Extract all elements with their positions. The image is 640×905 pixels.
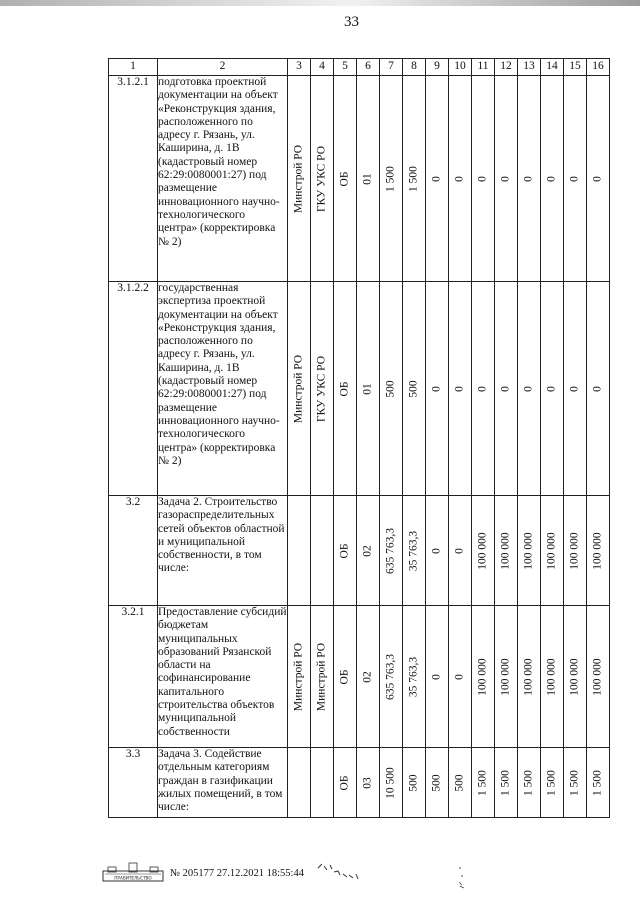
value-text: 0: [453, 175, 466, 182]
value-text: 02: [361, 670, 374, 683]
value-cell: [541, 76, 564, 282]
table-row: [109, 76, 610, 282]
value-cell: [426, 748, 449, 818]
value-text: 500: [407, 379, 420, 398]
row-description: подготовка проектной документации на объект «Реконструкция здания, расположенного по адресу г. Рязань, ул. Каширина, д. 1В (кадастровый номер 62:29:0080001:27) под размещение инновационного научно-технологического центра» (корректировка № 2): [158, 76, 288, 282]
government-stamp-icon: [102, 862, 164, 882]
value-cell: [587, 606, 610, 748]
value-text: 100 000: [545, 531, 558, 570]
budget-table: [108, 58, 610, 818]
header-cell: 14: [541, 59, 564, 76]
value-text: Минстрой РО: [292, 144, 305, 213]
value-text: 0: [545, 385, 558, 392]
value-text: 100 000: [591, 657, 604, 696]
row-description: государственная экспертиза проектной документации на объект «Реконструкция здания, расположенного по адресу г. Рязань, ул. Каширина, д. 1В (кадастровый номер 62:29:0080001:27) под размещение инновационного научно-технологического центра» (корректировка № 2): [158, 282, 288, 496]
value-text: 100 000: [545, 657, 558, 696]
value-cell: [426, 282, 449, 496]
value-cell: [518, 748, 541, 818]
value-cell: [311, 606, 334, 748]
value-cell: [495, 496, 518, 606]
value-cell: [541, 748, 564, 818]
value-text: 10 500: [384, 766, 397, 799]
value-cell: [380, 748, 403, 818]
value-cell: [288, 76, 311, 282]
value-text: ОБ: [338, 669, 351, 684]
header-cell: 7: [380, 59, 403, 76]
header-cell: 12: [495, 59, 518, 76]
margin-marks: [456, 864, 470, 890]
value-text: 100 000: [591, 531, 604, 570]
value-text: 0: [453, 547, 466, 554]
header-cell: 2: [158, 59, 288, 76]
value-cell: [518, 76, 541, 282]
value-text: ГКУ УКС РО: [315, 355, 328, 422]
row-code: 3.2: [109, 496, 158, 606]
value-cell: [288, 282, 311, 496]
header-cell: 6: [357, 59, 380, 76]
value-text: 1 500: [476, 769, 489, 796]
row-code: 3.2.1: [109, 606, 158, 748]
value-cell: [311, 282, 334, 496]
value-text: 500: [384, 379, 397, 398]
header-cell: 4: [311, 59, 334, 76]
value-cell: [449, 748, 472, 818]
value-text: 01: [361, 382, 374, 395]
value-cell: [311, 748, 334, 818]
value-text: ГКУ УКС РО: [315, 145, 328, 212]
value-text: 0: [430, 175, 443, 182]
value-text: Минстрой РО: [292, 354, 305, 423]
value-cell: [334, 606, 357, 748]
value-text: 0: [545, 175, 558, 182]
value-cell: [564, 748, 587, 818]
value-text: 0: [522, 385, 535, 392]
table-header-row: [109, 59, 610, 76]
value-text: 1 500: [568, 769, 581, 796]
value-cell: [518, 496, 541, 606]
value-text: 0: [430, 547, 443, 554]
value-text: ОБ: [338, 543, 351, 558]
value-text: 0: [568, 175, 581, 182]
value-text: ОБ: [338, 381, 351, 396]
header-cell: 16: [587, 59, 610, 76]
value-text: 1 500: [545, 769, 558, 796]
value-cell: [334, 76, 357, 282]
value-text: 1 500: [591, 769, 604, 796]
value-cell: [311, 76, 334, 282]
header-cell: 10: [449, 59, 472, 76]
value-cell: [403, 76, 426, 282]
value-cell: [495, 76, 518, 282]
header-cell: 5: [334, 59, 357, 76]
value-text: 01: [361, 172, 374, 185]
value-text: Минстрой РО: [315, 642, 328, 711]
value-cell: [449, 606, 472, 748]
value-cell: [357, 282, 380, 496]
value-text: 0: [499, 385, 512, 392]
value-text: 0: [499, 175, 512, 182]
value-text: 0: [453, 673, 466, 680]
value-text: 1 500: [407, 165, 420, 192]
value-text: 1 500: [499, 769, 512, 796]
header-cell: 9: [426, 59, 449, 76]
value-cell: [426, 76, 449, 282]
value-cell: [380, 282, 403, 496]
header-cell: 11: [472, 59, 495, 76]
value-text: 0: [591, 385, 604, 392]
value-cell: [426, 496, 449, 606]
value-cell: [357, 76, 380, 282]
value-cell: [564, 496, 587, 606]
value-cell: [449, 76, 472, 282]
value-cell: [449, 282, 472, 496]
value-cell: [518, 282, 541, 496]
value-text: 100 000: [522, 531, 535, 570]
row-code: 3.1.2.1: [109, 76, 158, 282]
scan-edge-shadow: [0, 0, 640, 6]
value-text: 100 000: [568, 531, 581, 570]
value-text: 0: [453, 385, 466, 392]
value-cell: [564, 282, 587, 496]
value-cell: [541, 496, 564, 606]
value-cell: [403, 748, 426, 818]
value-cell: [564, 606, 587, 748]
value-cell: [403, 606, 426, 748]
row-description: Задача 3. Содействие отдельным категориям граждан в газификации жилых помещений, в том числе:: [158, 748, 288, 818]
value-cell: [334, 748, 357, 818]
value-text: ОБ: [338, 775, 351, 790]
value-text: 1 500: [522, 769, 535, 796]
value-text: 0: [430, 385, 443, 392]
value-cell: [311, 496, 334, 606]
value-text: 35 763,3: [407, 530, 420, 571]
header-cell: 13: [518, 59, 541, 76]
header-cell: 3: [288, 59, 311, 76]
value-text: ОБ: [338, 171, 351, 186]
value-cell: [334, 496, 357, 606]
value-cell: [541, 606, 564, 748]
header-cell: 15: [564, 59, 587, 76]
value-text: 02: [361, 544, 374, 557]
table-row: [109, 606, 610, 748]
value-cell: [587, 748, 610, 818]
value-text: Минстрой РО: [292, 642, 305, 711]
value-cell: [426, 606, 449, 748]
value-cell: [288, 606, 311, 748]
stamp-label: ПРАВИТЕЛЬСТВО: [114, 875, 152, 881]
value-cell: [449, 496, 472, 606]
value-text: 0: [476, 175, 489, 182]
value-text: 1 500: [384, 165, 397, 192]
value-text: 100 000: [499, 531, 512, 570]
value-text: 100 000: [568, 657, 581, 696]
value-cell: [564, 76, 587, 282]
value-cell: [495, 282, 518, 496]
value-text: 03: [361, 776, 374, 789]
value-cell: [495, 748, 518, 818]
value-cell: [587, 496, 610, 606]
value-text: 0: [522, 175, 535, 182]
page-number: 33: [344, 14, 359, 30]
value-text: 500: [430, 773, 443, 792]
table-row: [109, 748, 610, 818]
value-cell: [472, 496, 495, 606]
value-cell: [587, 76, 610, 282]
value-text: 100 000: [522, 657, 535, 696]
value-text: 100 000: [499, 657, 512, 696]
table-row: [109, 496, 610, 606]
value-cell: [334, 282, 357, 496]
table-row: [109, 282, 610, 496]
value-text: 0: [568, 385, 581, 392]
header-cell: 1: [109, 59, 158, 76]
value-cell: [472, 606, 495, 748]
value-text: 635 763,3: [384, 653, 397, 700]
value-cell: [403, 496, 426, 606]
value-text: 0: [591, 175, 604, 182]
document-registration-number: № 205177 27.12.2021 18:55:44: [170, 868, 304, 879]
value-text: 635 763,3: [384, 527, 397, 574]
value-cell: [472, 748, 495, 818]
row-description: Предоставление субсидий бюджетам муниципальных образований Рязанской области на софинансирование капитального строительства объектов муниципальной собственности: [158, 606, 288, 748]
value-cell: [288, 748, 311, 818]
value-cell: [357, 606, 380, 748]
value-cell: [541, 282, 564, 496]
value-text: 500: [453, 773, 466, 792]
value-cell: [472, 282, 495, 496]
value-cell: [380, 76, 403, 282]
row-code: 3.3: [109, 748, 158, 818]
value-cell: [288, 496, 311, 606]
value-cell: [472, 76, 495, 282]
value-cell: [518, 606, 541, 748]
value-text: 500: [407, 773, 420, 792]
value-text: 35 763,3: [407, 656, 420, 697]
row-code: 3.1.2.2: [109, 282, 158, 496]
value-cell: [380, 496, 403, 606]
value-text: 0: [430, 673, 443, 680]
value-text: 100 000: [476, 531, 489, 570]
value-cell: [380, 606, 403, 748]
value-cell: [357, 496, 380, 606]
value-cell: [403, 282, 426, 496]
header-cell: 8: [403, 59, 426, 76]
value-cell: [495, 606, 518, 748]
value-text: 100 000: [476, 657, 489, 696]
value-cell: [587, 282, 610, 496]
value-cell: [357, 748, 380, 818]
value-text: 0: [476, 385, 489, 392]
row-description: Задача 2. Строительство газораспределительных сетей объектов областной и муниципальной собственности, в том числе:: [158, 496, 288, 606]
signature-scribble: [316, 862, 360, 884]
